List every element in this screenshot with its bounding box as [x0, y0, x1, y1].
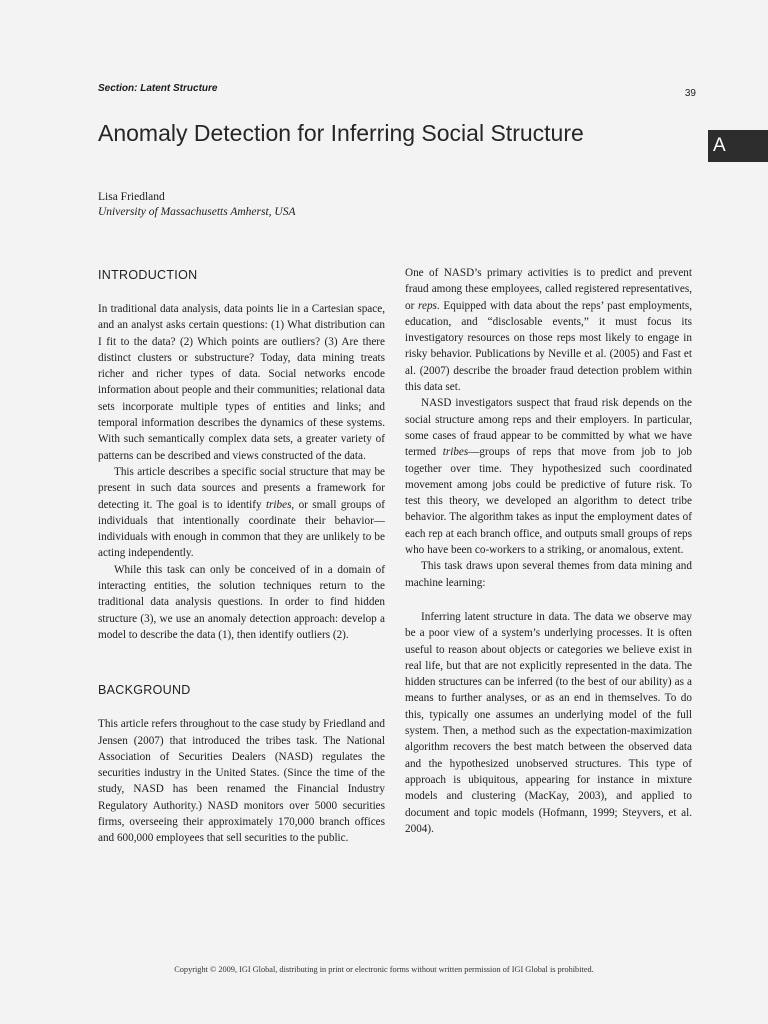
background-paragraph-3 — [405, 395, 692, 558]
background-paragraph-1: This article refers throughout to the case study by Friedland and Jensen (2007) that introduced the tribes task. The National Association of Securities Dealers (NASD) regulates the securities industry in the United States. (Since the time of the study, NASD has been renamed the Financial Industry Regulatory Authority.) NASD monitors over 5000 securities firms, overseeing their approximately 170,000 branch offices and 600,000 employees that sell securities to the public. — [98, 718, 385, 845]
background-heading: BACKGROUND — [98, 683, 191, 698]
intro-paragraph-2 — [98, 464, 385, 562]
left-column — [98, 265, 385, 847]
latent-structure-paragraph — [405, 609, 692, 837]
author-affiliation: University of Massachusetts Amherst, USA — [98, 206, 296, 218]
copyright-notice: Copyright © 2009, IGI Global, distributing in print or electronic forms without written permission of IGI Global is prohibited. — [174, 965, 594, 974]
latent-structure-text: The data we observe may be a poor view of a system’s underlying processes. It is often useful to reason about objects or categories we believe exist in real life, but that are not explicitly represented in the data. The hidden structures can be inferred (to the best of our ability) as a means to further analyses, or as an end in themselves. To do this, typically one assumes an underlying model of the full system. Then, a method such as the expectation-maximization algorithm recovers the best match between the observed data and the hypothesized unobserved structures. This type of approach is ubiquitous, appearing for instance in mixture models and clustering (MacKay, 2003), and applied to document and topic models (Hofmann, 1999; Steyvers, et al. 2004). — [405, 610, 692, 835]
author-name: Lisa Friedland — [98, 191, 165, 203]
intro-paragraph-3: While this task can only be conceived of in a domain of interacting entities, the solution techniques return to the traditional data analysis questions. In order to find hidden structure (3), we use an anomaly detection approach: develop a model to describe the data (1), then identify outliers (2). — [98, 563, 385, 641]
background-paragraph-2-text-b: . Equipped with data about the reps’ past employments, education, and “disclosable events,” it must focus its investigatory resources on those reps most likely to engage in risky behavior. Publications by Neville et al. (2005) and Fast et al. (2007) describe the broader fraud detection problem within this data set. — [405, 299, 692, 394]
right-column — [405, 265, 692, 837]
intro-paragraph-2-text-a: This article describes a specific social structure that may be present in such data sources and presents a framework for detecting it. The goal is to identify — [98, 465, 385, 511]
background-paragraph-3-text-a: NASD investigators suspect that fraud risk depends on the social structure among reps and their employers. In particular, some cases of fraud appear to be committed by what we have termed — [405, 397, 692, 459]
background-paragraph-2-text-a: One of NASD’s primary activities is to predict and prevent fraud among these employees, called registered representatives, or — [405, 267, 692, 312]
page-number: 39 — [684, 88, 696, 99]
latent-structure-lead: Inferring latent structure in data. — [421, 610, 571, 623]
section-label: Section: Latent Structure — [98, 83, 218, 94]
article-title: Anomaly Detection for Inferring Social Structure — [98, 120, 584, 146]
section-tab: A — [708, 130, 768, 162]
intro-paragraph-2-emphasis: tribes — [265, 498, 292, 511]
background-paragraph-4: This task draws upon several themes from data mining and machine learning: — [405, 560, 692, 589]
introduction-heading: INTRODUCTION — [98, 268, 198, 282]
background-paragraph-2 — [405, 265, 692, 395]
intro-paragraph-1: In traditional data analysis, data points lie in a Cartesian space, and an analyst asks certain questions: (1) What distribution can I fit to the data? (2) Which points are outliers? (3) Are there distinct clusters or substructure? Today, data mining treats richer and richer types of data. Social networks encode information about people and their communities; relational data sets incorporate multiple types of entities and links; and temporal information describes the dynamics of these systems. With such semantically complex data sets, a greater variety of patterns can be described and views constructed of the data. — [98, 303, 385, 462]
background-paragraph-3-text-b: —groups of reps that move from job to job together over time. They hypothesized such coordinated movement among jobs could be predictive of future risk. To test this theory, we developed an algorithm to detect tribe behavior. The algorithm takes as input the employment dates of each rep at each branch office, and outputs small groups of reps who have been co-workers to a striking, or anomalous, extent. — [405, 446, 692, 557]
background-paragraph-2-emphasis: reps — [418, 299, 437, 312]
background-paragraph-3-emphasis: tribes — [442, 446, 469, 459]
intro-paragraph-2-text-b: , or small groups of individuals that intentionally coordinate their behavior—individuals with enough in common that they are unlikely to be acting independently. — [98, 498, 385, 560]
